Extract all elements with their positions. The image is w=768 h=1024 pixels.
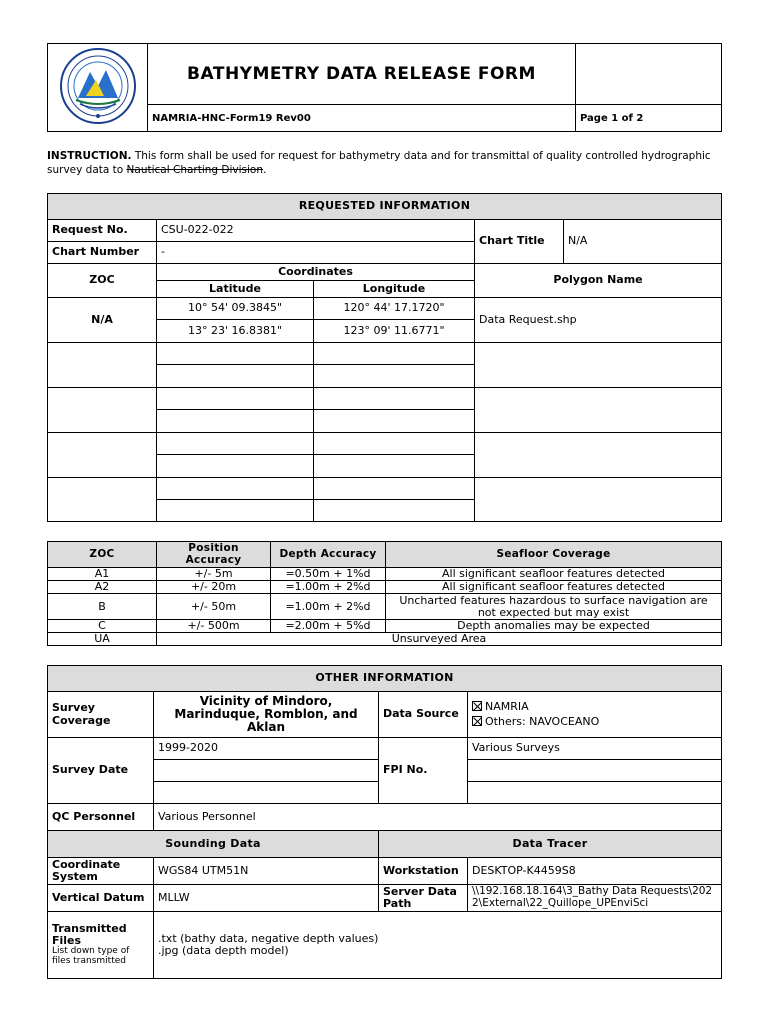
transmitted-files-value[interactable] [154,912,722,979]
chart-title-label: Chart Title [475,220,564,264]
instruction-text: INSTRUCTION. This form shall be used for request for bathymetry data and for transmittal of quality controlled hydrographic survey data to Nautical Charting Division. [47,150,711,176]
empty-zoc[interactable] [48,388,157,433]
zoc-header: ZOC [48,264,157,298]
zoc-col-header: ZOC [48,542,157,568]
file-entry: .txt (bathy data, negative depth values) [158,931,379,945]
namria-option: NAMRIA [485,700,529,714]
longitude-header: Longitude [314,281,475,298]
requested-heading: REQUESTED INFORMATION [48,194,722,220]
file-entry: .jpg (data depth model) [158,944,289,957]
zoc-value[interactable]: N/A [48,298,157,343]
zoc-table: ZOC Position Accuracy Depth Accuracy Seafloor Coverage A1 +/- 5m =0.50m + 1%d All significant seafloor features detected A2 +/- 20m =1.00m + 2%d All significant seafloor features detected B +/- 50m =1.00m + 2%d Uncharted features hazardous to surface navigation are not expected but may exist C +/- 500m =2.00m + 5%d Depth anomalies may be expected UA Unsurveyed Area [47,541,722,646]
polygon-name-header: Polygon Name [475,264,722,298]
zoc-c: C [48,620,157,633]
qc-personnel-label: QC Personnel [48,804,154,831]
empty-zoc[interactable] [48,478,157,522]
empty-zoc[interactable] [48,433,157,478]
qc-personnel-value[interactable]: Various Personnel [154,804,722,831]
requested-information-table [47,193,722,522]
latitude-2[interactable]: 13° 23' 16.8381" [157,320,314,343]
vertical-datum-value[interactable]: MLLW [154,885,379,912]
instruction-label: INSTRUCTION. [47,150,132,162]
longitude-1[interactable]: 120° 44' 17.1720" [314,298,475,320]
position-accuracy-header: Position Accuracy [157,542,271,568]
transmitted-files-hint: List down type of files transmitted [52,946,130,967]
zoc-b: B [48,594,157,620]
seafloor-coverage-header: Seafloor Coverage [386,542,722,568]
struck-division: Nautical Charting Division [126,164,264,176]
zoc-a2: A2 [48,581,157,594]
coordinates-header: Coordinates [157,264,475,281]
data-source-options [468,692,722,738]
other-heading: OTHER INFORMATION [48,666,722,692]
latitude-header: Latitude [157,281,314,298]
longitude-2[interactable]: 123° 09' 11.6771" [314,320,475,343]
namria-seal-icon [56,46,140,126]
logo-cell [48,44,148,132]
form-header [47,43,722,132]
server-path-label: Server Data Path [379,885,468,912]
chart-number-label: Chart Number [48,242,157,264]
unsurveyed-area: Unsurveyed Area [157,633,722,646]
data-source-label: Data Source [379,692,468,738]
form-code: NAMRIA-HNC-Form19 Rev00 [148,105,576,132]
survey-coverage-label: Survey Coverage [48,692,154,738]
others-checkbox[interactable] [472,716,482,726]
sounding-data-heading: Sounding Data [48,831,379,858]
others-option: Others: NAVOCEANO [485,714,600,728]
server-path-value[interactable]: \\192.168.18.164\3_Bathy Data Requests\2022\External\22_Quillope_UPEnviSci [468,885,722,912]
transmitted-files-label: Transmitted Files List down type of files transmitted [48,912,154,979]
empty-zoc[interactable] [48,343,157,388]
zoc-ua: UA [48,633,157,646]
coordinate-system-label: Coordinate System [48,858,154,885]
request-no-label: Request No. [48,220,157,242]
fpi-value[interactable]: Various Surveys [468,738,722,760]
survey-coverage-value[interactable]: Vicinity of Mindoro, Marinduque, Romblon, and Aklan [154,692,379,738]
latitude-1[interactable]: 10° 54' 09.3845" [157,298,314,320]
request-no-value[interactable]: CSU-022-022 [157,220,475,242]
other-information-table [47,665,722,979]
workstation-value[interactable]: DESKTOP-K4459S8 [468,858,722,885]
fpi-label: FPI No. [379,738,468,804]
data-tracer-heading: Data Tracer [379,831,722,858]
workstation-label: Workstation [379,858,468,885]
depth-accuracy-header: Depth Accuracy [271,542,386,568]
coordinate-system-value[interactable]: WGS84 UTM51N [154,858,379,885]
survey-date-label: Survey Date [48,738,154,804]
chart-number-value[interactable]: - [157,242,475,264]
zoc-a1: A1 [48,568,157,581]
polygon-name-value[interactable]: Data Request.shp [475,298,722,343]
page-number: Page 1 of 2 [576,105,722,132]
vertical-datum-label: Vertical Datum [48,885,154,912]
form-title: BATHYMETRY DATA RELEASE FORM [148,44,576,105]
namria-checkbox[interactable] [472,701,482,711]
chart-title-value[interactable]: N/A [564,220,722,264]
survey-date-value[interactable]: 1999-2020 [154,738,379,760]
